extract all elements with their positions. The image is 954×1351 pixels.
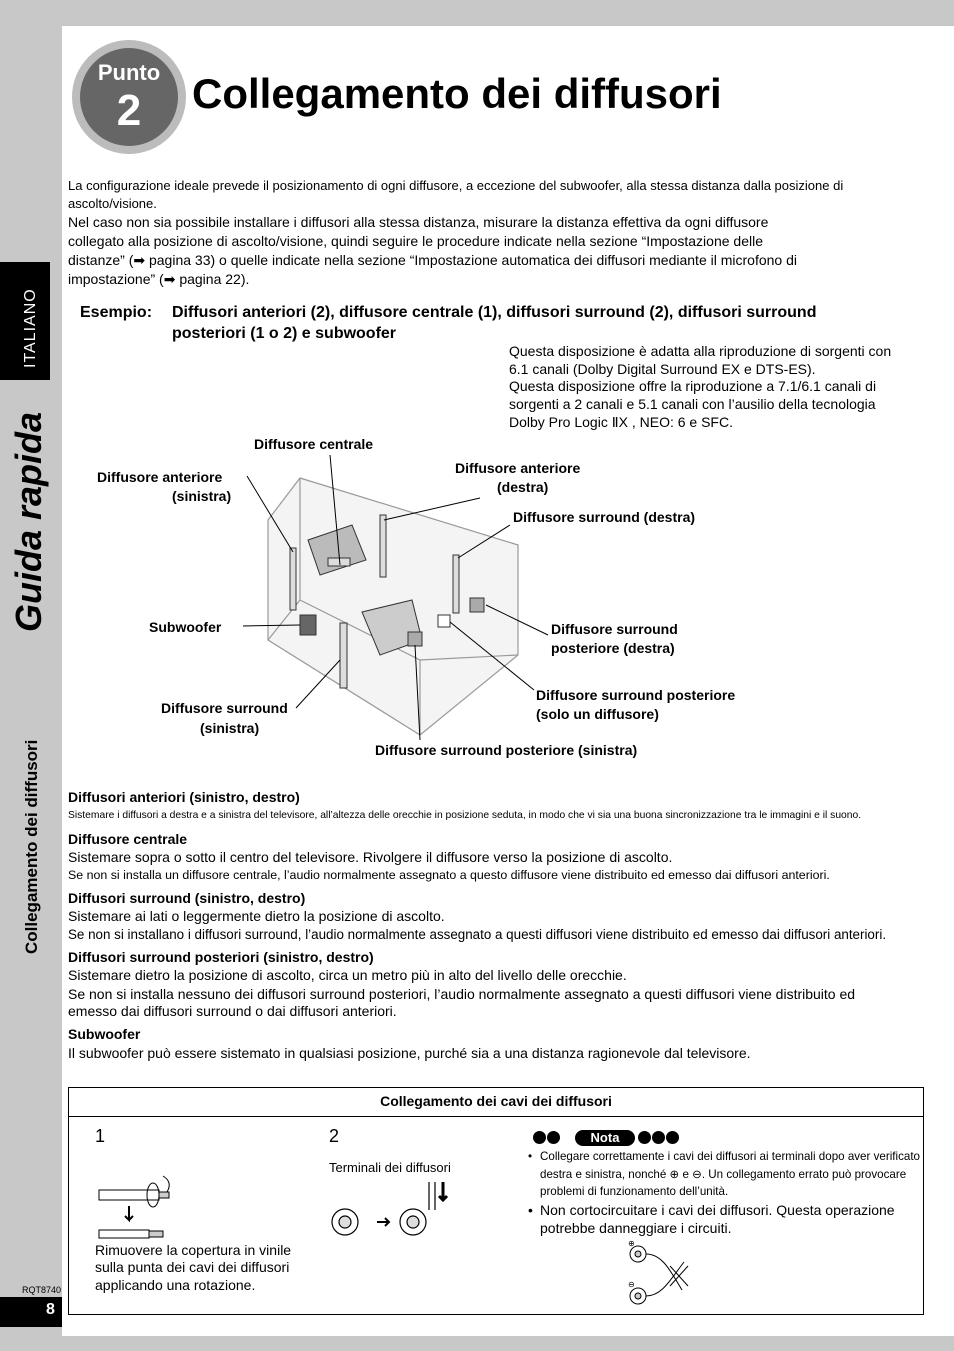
section-text: Sistemare ai lati o leggermente dietro la posizione di ascolto. <box>68 908 445 924</box>
cable-box-title: Collegamento dei cavi dei diffusori <box>69 1088 923 1117</box>
note-dot-icon <box>547 1131 560 1144</box>
section-text: Il subwoofer può essere sistemato in qualsiasi posizione, purché sia a una distanza ragionevole dal televisore. <box>68 1045 751 1061</box>
language-label: ITALIANO <box>22 288 39 368</box>
step-2-label: Terminali dei diffusori <box>329 1160 451 1175</box>
section-text: Sistemare dietro la posizione di ascolto, circa un metro più in alto del livello delle orecchie. <box>68 967 627 983</box>
example-note: Questa disposizione offre la riproduzione a 7.1/6.1 canali di <box>509 378 877 394</box>
label-front-right: (destra) <box>497 479 549 495</box>
note-dot-icon <box>533 1131 546 1144</box>
note-dot-icon <box>652 1131 665 1144</box>
step-word: Punto <box>97 60 161 85</box>
label-front-right: Diffusore anteriore <box>455 460 581 476</box>
section-heading: Diffusori surround (sinistro, destro) <box>68 890 306 906</box>
section-text: Se non si installa un diffusore centrale, l’audio normalmente assegnato a questo diffusore viene distribuito ed emesso dai diffusori anteriori. <box>68 868 830 882</box>
step-2-number: 2 <box>329 1126 340 1146</box>
guide-title: Guida rapida <box>8 411 49 632</box>
note-1-text: destra e sinistra, nonché ⊕ e ⊖. Un collegamento errato può provocare <box>540 1168 907 1181</box>
label-surround-right: Diffusore surround (destra) <box>513 509 696 525</box>
example-label: Esempio: <box>80 304 153 321</box>
note-bullet: • <box>528 1202 533 1218</box>
page-title: Collegamento dei diffusori <box>192 70 722 117</box>
wire-strip-icon <box>95 1170 185 1240</box>
step-1-text: applicando una rotazione. <box>95 1277 256 1293</box>
note-1-text: Collegare correttamente i cavi dei diffusori ai terminali dopo aver verificato <box>540 1150 920 1163</box>
example-text: posteriori (1 o 2) e subwoofer <box>172 325 397 342</box>
surround-back-single-speaker-icon <box>438 615 450 627</box>
page-number: 8 <box>46 1301 55 1318</box>
step-1-number: 1 <box>95 1126 106 1146</box>
example-text: Diffusori anteriori (2), diffusore centrale (1), diffusori surround (2), diffusori surround <box>172 304 817 321</box>
section-heading: Diffusori anteriori (sinistro, destro) <box>68 789 300 805</box>
front-right-speaker-icon <box>380 515 386 577</box>
label-surround-back-right: Diffusore surround <box>551 621 678 637</box>
speaker-terminal-icon <box>329 1180 449 1240</box>
example-note: Questa disposizione è adatta alla riproduzione di sorgenti con <box>509 343 892 359</box>
label-surround-back-single: (solo un diffusore) <box>536 706 659 722</box>
svg-text:⊖: ⊖ <box>628 1280 635 1289</box>
note-2-text: potrebbe danneggiare i circuiti. <box>540 1220 732 1236</box>
label-front-left: (sinistra) <box>172 488 232 504</box>
section-text: Se non si installa nessuno dei diffusori surround posteriori, l’audio normalmente assegnato a questi diffusori viene distribuito ed <box>68 986 856 1002</box>
section-text: Sistemare sopra o sotto il centro del televisore. Rivolgere il diffusore verso la posizione di ascolto. <box>68 849 673 865</box>
example-note: sorgenti a 2 canali e 5.1 canali con l’ausilio della tecnologia <box>509 396 876 412</box>
note-label: Nota <box>575 1130 635 1146</box>
page-number-tab <box>0 1297 62 1327</box>
label-front-left: Diffusore anteriore <box>97 469 223 485</box>
example-note: Dolby Pro Logic ⅡX , NEO: 6 e SFC. <box>509 414 733 430</box>
step-number: 2 <box>116 86 142 135</box>
label-surround-back-single: Diffusore surround posteriore <box>536 687 736 703</box>
note-1-text: problemi di funzionamento dell’unità. <box>540 1185 729 1198</box>
section-heading: Subwoofer <box>68 1026 141 1042</box>
section-title-vertical: Collegamento dei diffusori <box>22 739 41 954</box>
short-circuit-warning-icon <box>622 1240 697 1310</box>
surround-back-left-speaker-icon <box>408 632 422 646</box>
step-1-text: Rimuovere la copertura in vinile <box>95 1242 292 1258</box>
svg-text:⊕: ⊕ <box>628 1240 635 1248</box>
intro-line: La configurazione ideale prevede il posizionamento di ogni diffusore, a eccezione del subwoofer, alla stessa distanza dalla posizione di <box>68 178 844 193</box>
label-subwoofer: Subwoofer <box>149 619 222 635</box>
intro-line: Nel caso non sia possibile installare i diffusori alla stessa distanza, misurare la distanza effettiva da ogni diffusore <box>68 214 769 230</box>
front-left-speaker-icon <box>290 548 296 610</box>
document-code: RQT8740 <box>22 1285 62 1295</box>
label-surround-left: (sinistra) <box>200 720 260 736</box>
step-1-text: sulla punta dei cavi dei diffusori <box>95 1259 290 1275</box>
note-bullet: • <box>528 1150 533 1163</box>
section-heading: Diffusore centrale <box>68 831 188 847</box>
example-note: 6.1 canali (Dolby Digital Surround EX e DTS-ES). <box>509 361 816 377</box>
surround-left-speaker-icon <box>340 623 347 688</box>
intro-line: impostazione” (➡ pagina 22). <box>68 271 250 287</box>
label-surround-back-left: Diffusore surround posteriore (sinistra) <box>375 742 638 758</box>
section-text: Sistemare i diffusori a destra e a sinistra del televisore, all’altezza delle orecchie in posizione seduta, in modo che vi sia una buona sincronizzazione tra le immagini e il suono. <box>68 810 862 821</box>
intro-line: ascolto/visione. <box>68 196 157 211</box>
intro-line: collegato alla posizione di ascolto/visione, quindi seguire le procedure indicate nella sezione “Impostazione delle <box>68 233 763 249</box>
section-text: emesso dai diffusori surround o dai diffusori anteriori. <box>68 1003 397 1019</box>
label-center-speaker: Diffusore centrale <box>254 436 374 452</box>
label-surround-left: Diffusore surround <box>161 700 288 716</box>
section-text: Se non si installano i diffusori surround, l’audio normalmente assegnato a questi diffusori viene distribuito ed emesso dai diffusori anteriori. <box>68 927 887 942</box>
surround-back-right-speaker-icon <box>470 598 484 612</box>
section-heading: Diffusori surround posteriori (sinistro, destro) <box>68 949 374 965</box>
note-2-text: Non cortocircuitare i cavi dei diffusori. Questa operazione <box>540 1202 895 1218</box>
note-dot-icon <box>666 1131 679 1144</box>
subwoofer-icon <box>300 615 316 635</box>
intro-line: distanze” (➡ pagina 33) o quelle indicate nella sezione “Impostazione automatica dei diffusori mediante il microfono di <box>68 252 797 268</box>
note-dot-icon <box>638 1131 651 1144</box>
surround-right-speaker-icon <box>453 555 459 613</box>
label-surround-back-right: posteriore (destra) <box>551 640 675 656</box>
